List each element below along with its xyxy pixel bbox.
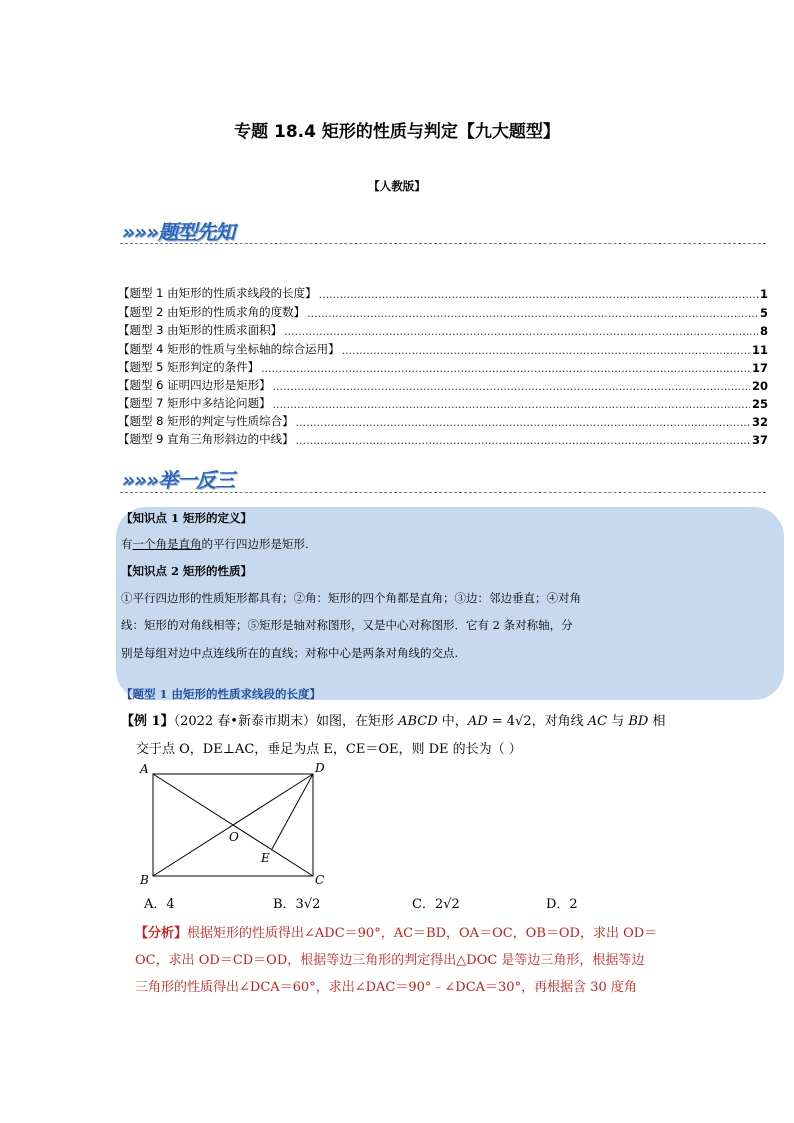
analysis-line: 三角形的性质得出∠DCA＝60°，求出∠DAC＝90°﹣∠DCA＝30°，再根据含 30 度角	[135, 980, 637, 995]
toc-item[interactable]: 【题型 7 矩形中多结论问题】 ..... 25	[118, 393, 768, 411]
knowledge-2-title: 【知识点 2 矩形的性质】	[121, 564, 253, 578]
knowledge-1-text: 有一个角是直角的平行四边形是矩形.	[121, 537, 309, 551]
segment-de	[272, 774, 313, 849]
divider	[120, 492, 766, 493]
toc-item[interactable]: 【题型 9 直角三角形斜边的中线】 ..... 37	[118, 429, 768, 447]
edition-label: 【人教版】	[368, 179, 426, 193]
label-d: D	[315, 761, 325, 775]
toc-item[interactable]: 【题型 1 由矩形的性质求线段的长度】 ..... 1	[118, 283, 768, 301]
example-1-line: 【例 1】（2022 春•新泰市期末）如图，在矩形 ABCD 中，AD = 4√2，对角线 AC 与 BD 相	[121, 714, 666, 729]
analysis-line: 【分析】根据矩形的性质得出∠ADC＝90°，AC＝BD，OA＝OC，OB＝OD，求出 OD＝	[135, 926, 658, 941]
toc-item[interactable]: 【题型 2 由矩形的性质求角的度数】 ..... 5	[118, 302, 768, 320]
label-b: B	[140, 873, 149, 887]
knowledge-1-title: 【知识点 1 矩形的定义】	[121, 511, 253, 525]
label-a: A	[140, 762, 149, 776]
option-b[interactable]: B．3√2	[273, 897, 321, 912]
option-d[interactable]: D．2	[546, 897, 578, 912]
toc-item[interactable]: 【题型 6 证明四边形是矩形】 ..... 20	[118, 375, 768, 393]
rectangle-figure	[136, 760, 336, 888]
label-e: E	[261, 851, 270, 865]
label-o: O	[229, 830, 239, 844]
banner-examples: »»»举一反三	[122, 468, 234, 492]
label-c: C	[315, 873, 325, 887]
toc-item[interactable]: 【题型 4 矩形的性质与坐标轴的综合运用】 ..... 11	[118, 339, 768, 357]
example-1-line: 交于点 O，DE⊥AC，垂足为点 E，CE＝OE，则 DE 的长为（ ）	[136, 742, 522, 757]
divider	[120, 243, 766, 244]
knowledge-2-line: 线：矩形的对角线相等；⑤矩形是轴对称图形，又是中心对称图形．它有 2 条对称轴，分	[121, 618, 573, 632]
option-a[interactable]: A．4	[144, 897, 175, 912]
analysis-line: OC，求出 OD＝CD＝OD，根据等边三角形的判定得出△DOC 是等边三角形，根据等边	[135, 953, 645, 968]
toc-item[interactable]: 【题型 8 矩形的判定与性质综合】 ..... 32	[118, 411, 768, 429]
toc-item[interactable]: 【题型 3 由矩形的性质求面积】 ..... 8	[118, 320, 768, 338]
knowledge-2-line: ①平行四边形的性质矩形都具有；②角：矩形的四个角都是直角；③边：邻边垂直；④对角	[121, 591, 581, 605]
toc-item[interactable]: 【题型 5 矩形判定的条件】 ..... 17	[118, 357, 768, 375]
type1-heading: 【题型 1 由矩形的性质求线段的长度】	[121, 687, 322, 701]
knowledge-2-line: 别是每组对边中点连线所在的直线；对称中心是两条对角线的交点.	[121, 646, 459, 660]
banner-question-types: »»»题型先知	[122, 220, 234, 244]
page-title: 专题 18.4 矩形的性质与判定【九大题型】	[234, 122, 560, 142]
option-c[interactable]: C．2√2	[412, 897, 460, 912]
